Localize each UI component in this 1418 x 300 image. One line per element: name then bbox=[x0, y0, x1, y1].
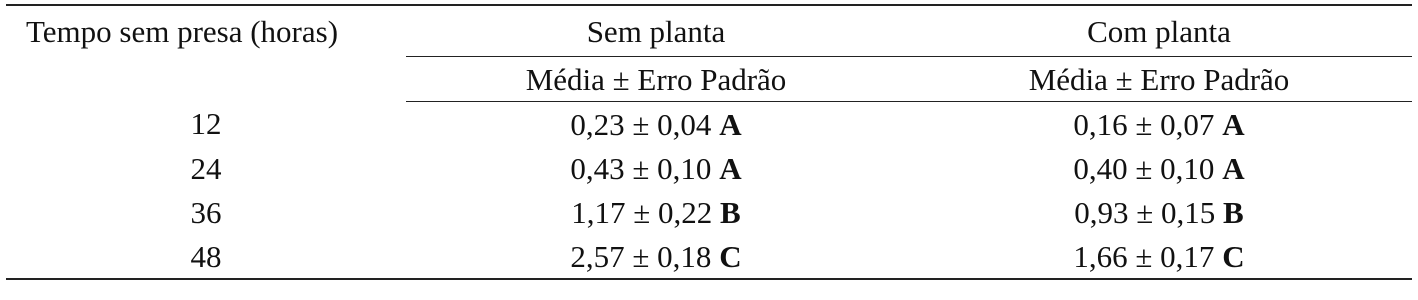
results-table bbox=[6, 4, 1412, 280]
table-header bbox=[6, 5, 1412, 102]
stat-header-com-planta: Média ± Erro Padrão bbox=[906, 57, 1412, 102]
sem-planta-letter: A bbox=[719, 106, 742, 142]
table-body bbox=[6, 102, 1412, 280]
sem-planta-value: 2,57 ± 0,18 bbox=[570, 238, 712, 274]
com-planta-letter: B bbox=[1223, 194, 1244, 230]
sem-planta-letter: C bbox=[719, 238, 742, 274]
sem-planta-letter: A bbox=[719, 150, 742, 186]
com-planta-cell bbox=[906, 102, 1412, 147]
com-planta-cell bbox=[906, 190, 1412, 234]
stat-header-sem-planta: Média ± Erro Padrão bbox=[406, 57, 906, 102]
sem-planta-cell bbox=[406, 190, 906, 234]
com-planta-cell bbox=[906, 234, 1412, 279]
time-cell: 48 bbox=[6, 234, 406, 279]
sem-planta-cell bbox=[406, 102, 906, 147]
group-header-com-planta: Com planta bbox=[906, 5, 1412, 57]
com-planta-value: 0,40 ± 0,10 bbox=[1073, 150, 1215, 186]
table-row bbox=[6, 146, 1412, 190]
results-table-container bbox=[6, 4, 1412, 294]
table-row bbox=[6, 234, 1412, 279]
sem-planta-value: 0,43 ± 0,10 bbox=[570, 150, 712, 186]
sem-planta-cell bbox=[406, 234, 906, 279]
com-planta-value: 1,66 ± 0,17 bbox=[1073, 238, 1215, 274]
time-cell: 36 bbox=[190, 194, 222, 230]
com-planta-cell bbox=[906, 146, 1412, 190]
time-column-header: Tempo sem presa (horas) bbox=[6, 5, 406, 102]
table-row bbox=[6, 102, 1412, 147]
time-cell: 12 bbox=[190, 106, 222, 142]
com-planta-letter: A bbox=[1222, 106, 1245, 142]
header-row-groups bbox=[6, 5, 1412, 57]
sem-planta-cell bbox=[406, 146, 906, 190]
com-planta-value: 0,93 ± 0,15 bbox=[1074, 194, 1216, 230]
sem-planta-value: 0,23 ± 0,04 bbox=[570, 106, 712, 142]
com-planta-value: 0,16 ± 0,07 bbox=[1073, 106, 1215, 142]
sem-planta-letter: B bbox=[720, 194, 741, 230]
com-planta-letter: C bbox=[1222, 238, 1245, 274]
com-planta-letter: A bbox=[1222, 150, 1245, 186]
sem-planta-value: 1,17 ± 0,22 bbox=[571, 194, 713, 230]
table-row bbox=[6, 190, 1412, 234]
time-cell: 24 bbox=[190, 150, 222, 186]
group-header-sem-planta: Sem planta bbox=[406, 5, 906, 57]
